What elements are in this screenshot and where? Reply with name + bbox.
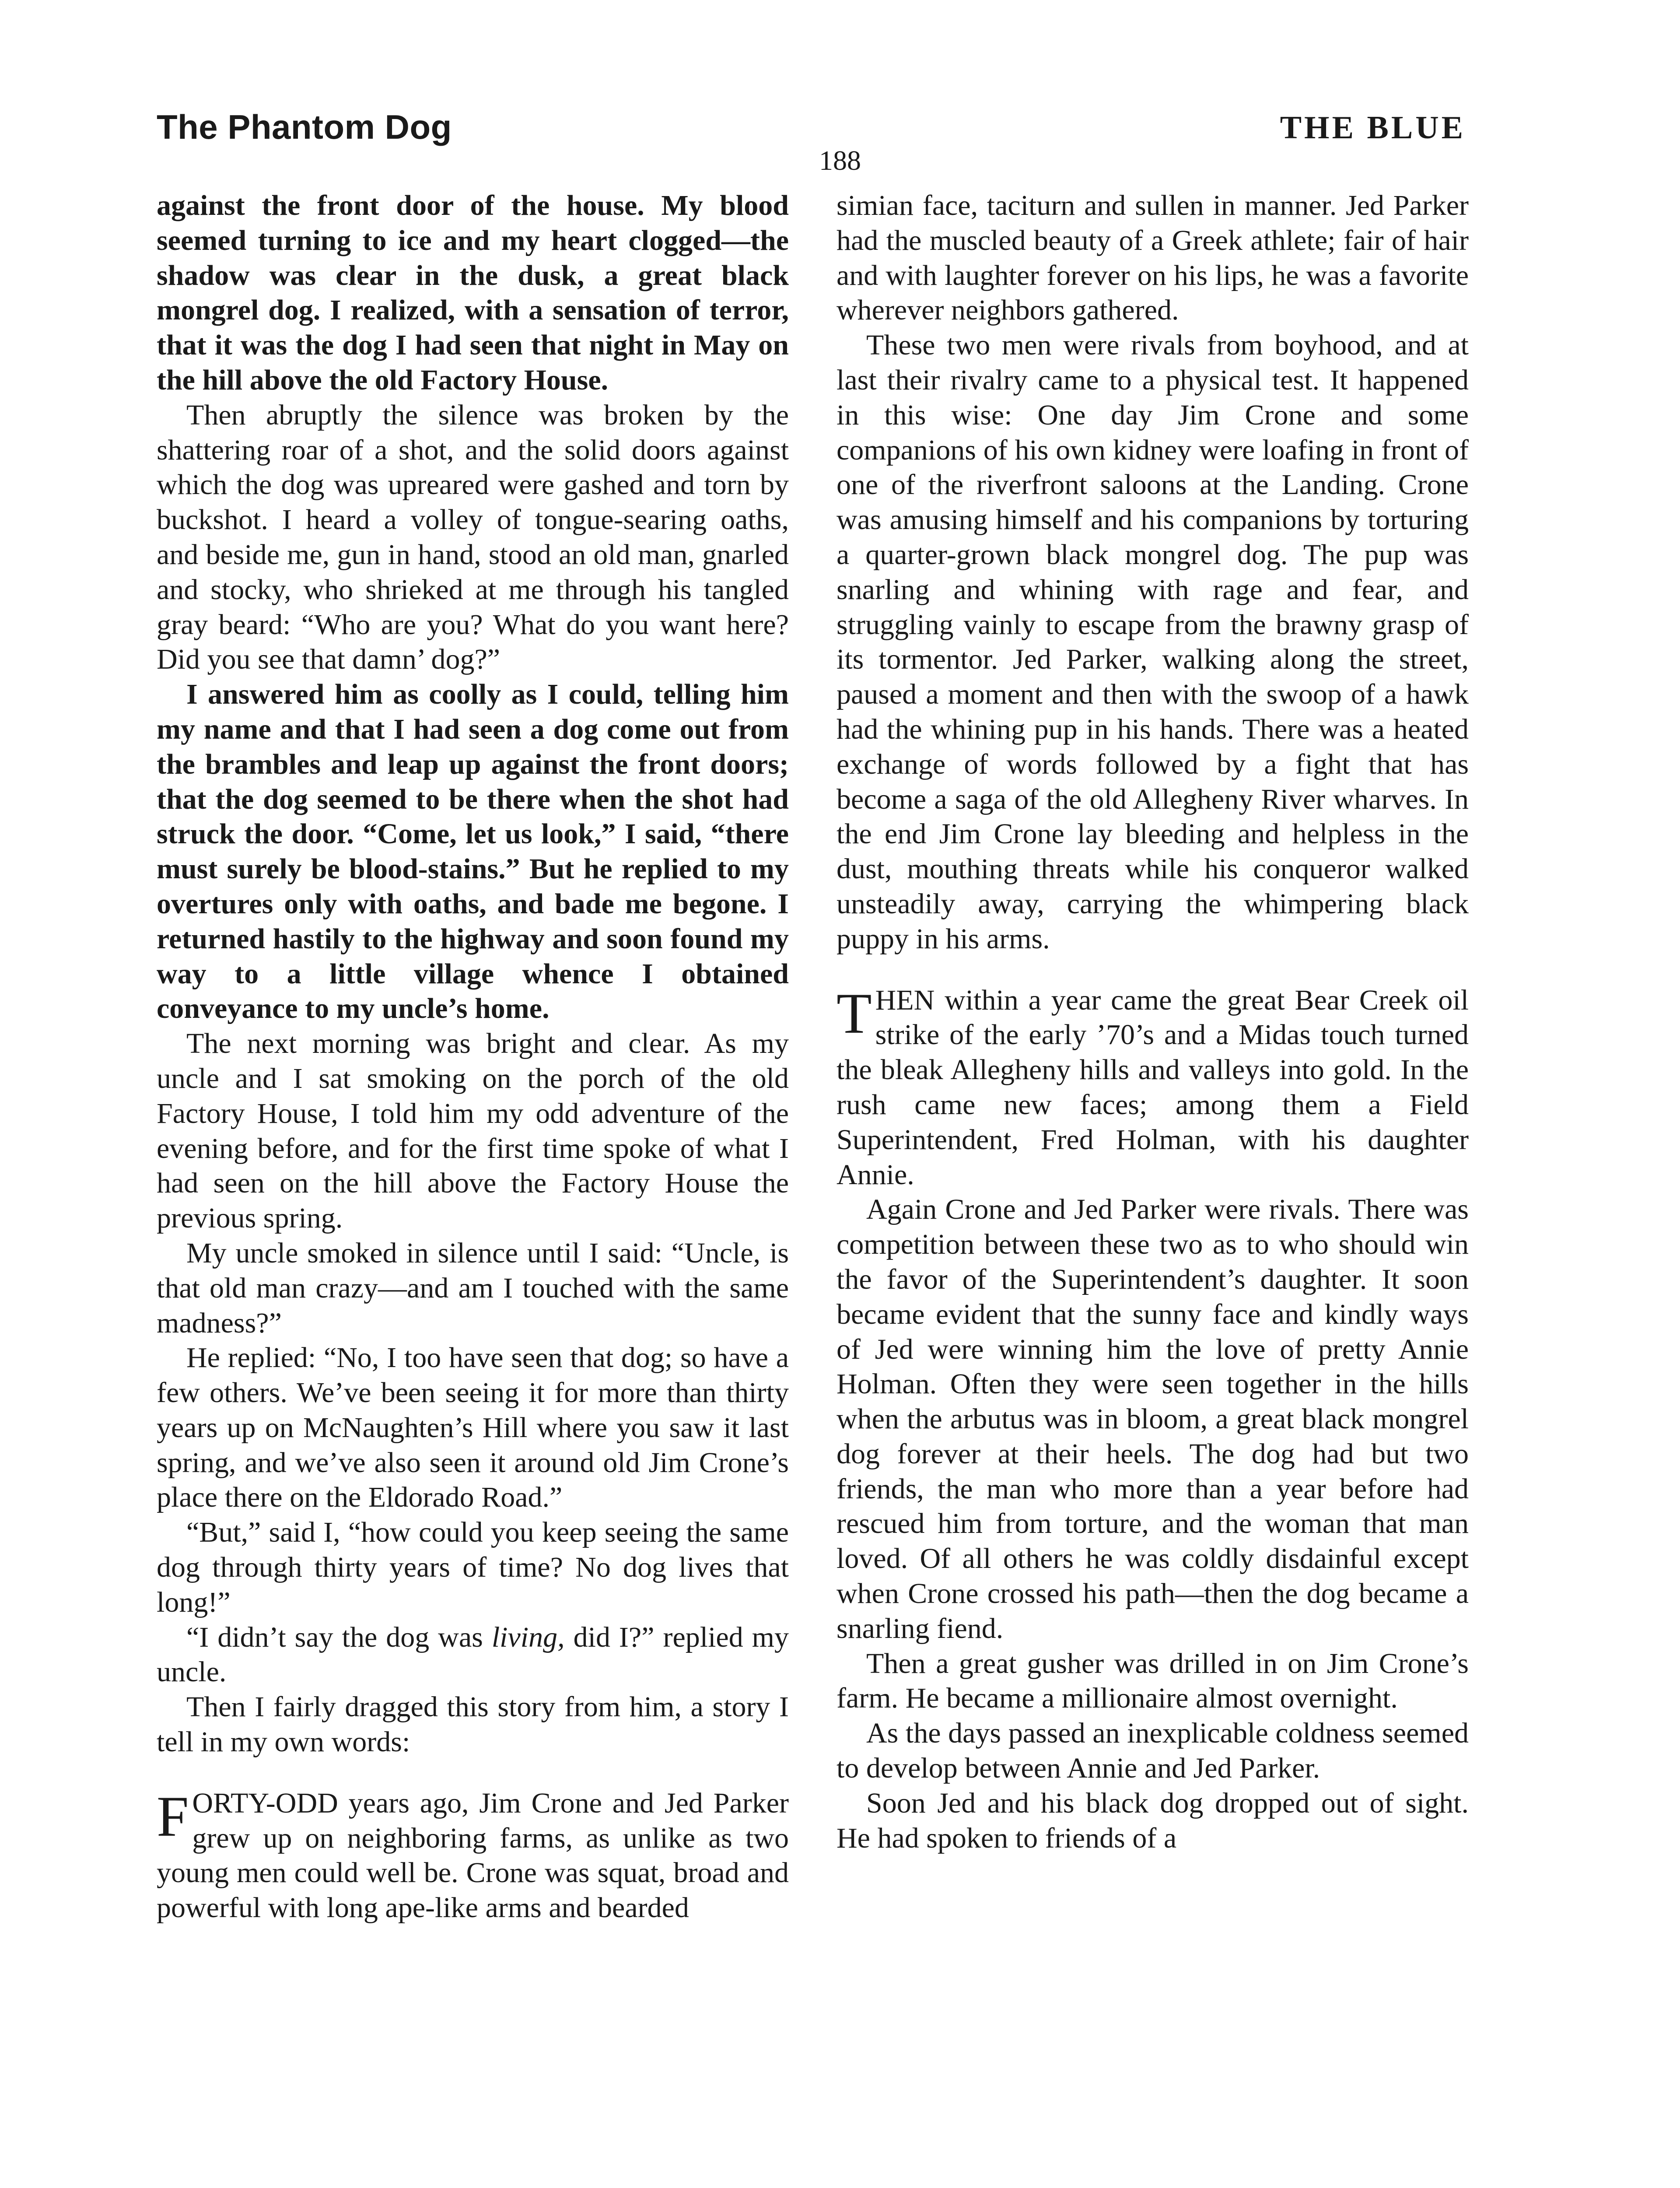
italic-word: living, <box>491 1621 565 1653</box>
running-title-left: The Phantom Dog <box>157 108 452 146</box>
running-title-right: THE BLUE <box>1280 110 1466 146</box>
text-run: ORTY-ODD years ago, Jim Crone and Jed Parker grew up on neighboring farms, as unlike as two young men could well be. Crone was squat, broad and powerful with long ape-like arms and bearded <box>157 1787 789 1924</box>
paragraph: Then abruptly the silence was broken by the shattering roar of a shot, and the solid doors against which the dog was upreared were gashed and torn by buckshot. I heard a volley of tongue-searing oaths, and beside me, gun in hand, stood an old man, gnarled and stocky, who shrieked at me through his tangled gray beard: “Who are you? What do you want here? Did you see that damn’ dog?” <box>157 399 789 676</box>
paragraph <box>157 1620 789 1690</box>
text-run: HEN within a year came the great Bear Creek oil strike of the early ’70’s and a Midas touch turned the bleak Allegheny hills and valleys into gold. In the rush came new faces; among them a Field Superintendent, Fred Holman, with his daughter Annie. <box>836 984 1469 1191</box>
paragraph: Then a great gusher was drilled in on Jim Crone’s farm. He became a millionaire almost overnight. <box>836 1647 1469 1715</box>
text-run: “I didn’t say the dog was <box>186 1621 492 1653</box>
paragraph: Again Crone and Jed Parker were rivals. There was competition between these two as to who should win the favor of the Superintendent’s daughter. It soon became evident that the sunny face and kindly ways of Jed were winning him the love of pretty Annie Holman. Often they were seen together in the hills when the arbutus was in bloom, a great black mongrel dog forever at their heels. The dog had but two friends, the man who more than a year before had rescued him from torture, and the woman that man loved. Of all others he was coldly disdainful except when Crone crossed his path—then the dog became a snarling fiend. <box>836 1193 1469 1645</box>
left-column <box>157 188 789 1925</box>
paragraph: Soon Jed and his black dog dropped out of sight. He had spoken to friends of a <box>836 1787 1469 1854</box>
text-run: did I?” replied my uncle. <box>157 1621 789 1688</box>
paragraph: These two men were rivals from boyhood, and at last their rivalry came to a physical test. It happened in this wise: One day Jim Crone and some companions of his own kidney were loafing in front of one of the riverfront saloons at the Landing. Crone was amusing himself and his companions by torturing a quarter-grown black mongrel dog. The pup was snarling and whining with rage and fear, and struggling vainly to escape from the brawny grasp of its tormentor. Jed Parker, walking along the street, paused a moment and then with the swoop of a hawk had the whining pup in his hands. There was a heated exchange of words followed by a fight that has become a saga of the old Allegheny River wharves. In the end Jim Crone lay bleeding and helpless in the dust, mouthing threats while his conqueror walked unsteadily away, carrying the whimpering black puppy in his arms. <box>836 329 1469 955</box>
drop-cap: T <box>836 981 872 1045</box>
paragraph: Then I fairly dragged this story from him, a story I tell in my own words: <box>157 1691 789 1758</box>
page-number: 188 <box>819 145 861 176</box>
paragraph: He replied: “No, I too have seen that dog; so have a few others. We’ve been seeing it for more than thirty years up on McNaughten’s Hill where you saw it last spring, and we’ve also seen it around old Jim Crone’s place there on the Eldorado Road.” <box>157 1342 789 1514</box>
paragraph: simian face, taciturn and sullen in manner. Jed Parker had the muscled beauty of a Greek athlete; fair of hair and with laughter forever on his lips, he was a favorite wherever neighbors gathered. <box>836 189 1469 326</box>
paragraph: As the days passed an inexplicable coldness seemed to develop between Annie and Jed Parker. <box>836 1717 1469 1785</box>
paragraph: against the front door of the house. My blood seemed turning to ice and my heart clogged—the shadow was clear in the dusk, a great black mongrel dog. I realized, with a sensation of terror, that it was the dog I had seen that night in May on the hill above the old Factory House. <box>157 189 789 396</box>
right-column <box>836 188 1469 1855</box>
paragraph: The next morning was bright and clear. As my uncle and I sat smoking on the porch of the old Factory House, I told him my odd adventure of the evening before, and for the first time spoke of what I had seen on the hill above the Factory House the previous spring. <box>157 1027 789 1234</box>
paragraph: I answered him as coolly as I could, telling him my name and that I had seen a dog come out from the brambles and leap up against the front doors; that the dog seemed to be there when the shot had struck the door. “Come, let us look,” I said, “there must surely be blood-stains.” But he replied to my overtures only with oaths, and bade me begone. I returned hastily to the highway and soon found my way to a little village whence I obtained conveyance to my uncle’s home. <box>157 678 789 1025</box>
section-start-paragraph <box>836 983 1469 1192</box>
paragraph: My uncle smoked in silence until I said: “Uncle, is that old man crazy—and am I touched with the same madness?” <box>157 1237 789 1339</box>
drop-cap: F <box>157 1784 189 1848</box>
section-start-paragraph <box>157 1786 789 1925</box>
paragraph: “But,” said I, “how could you keep seeing the same dog through thirty years of time? No dog lives that long!” <box>157 1516 789 1618</box>
